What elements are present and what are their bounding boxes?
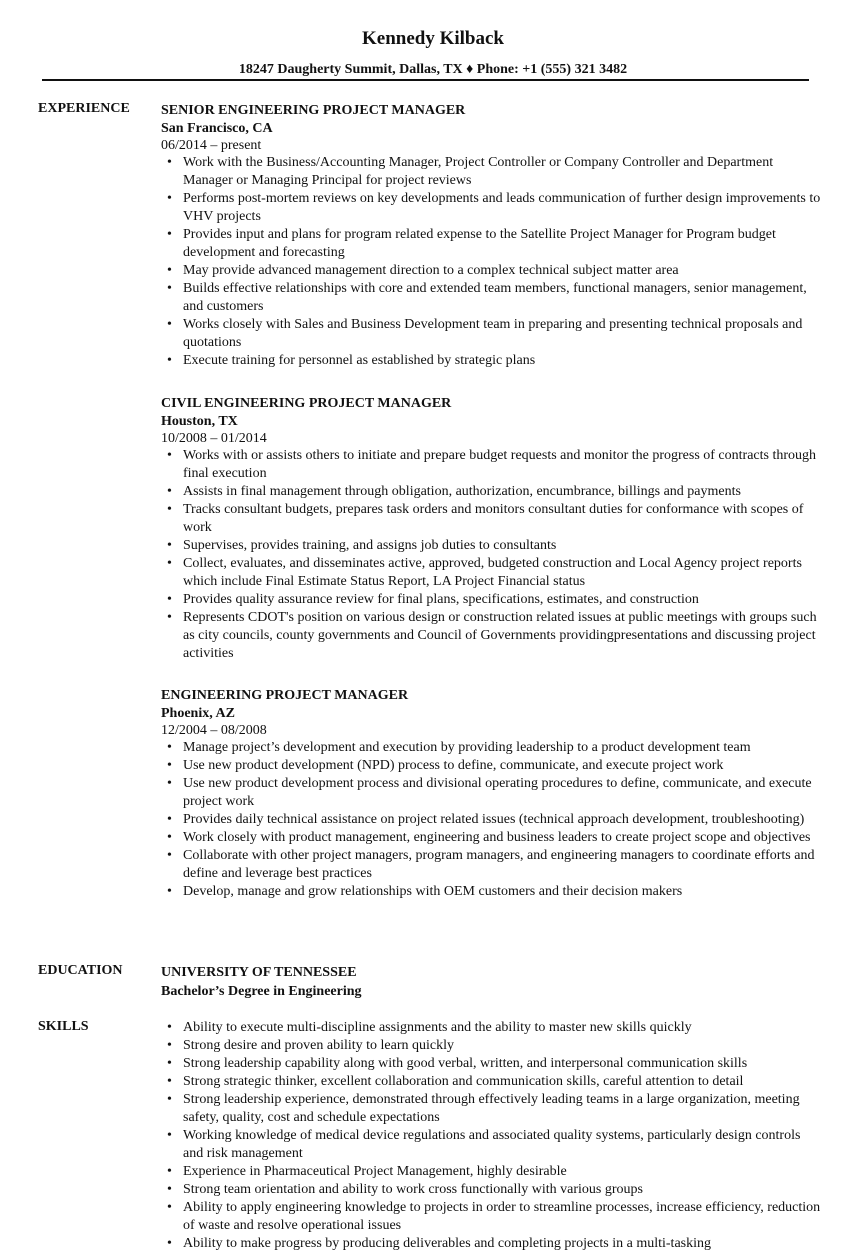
job-entry	[161, 394, 821, 663]
list-item: • Represents CDOT's position on various design or construction related issues at public meetings with groups such as city councils, county governments and Council of Governments providingpresentations and discussing project activities	[167, 610, 817, 661]
list-item: • Provides input and plans for program related expense to the Satellite Project Manager for Program budget development and forecasting	[167, 227, 776, 260]
list-item: • Works closely with Sales and Business Development team in preparing and presenting technical proposals and quotations	[167, 317, 803, 350]
list-item: • Collaborate with other project managers, program managers, and engineering managers to coordinate efforts and define and leverage best practices	[167, 848, 815, 881]
list-item: • Use new product development process and divisional operating procedures to define, communicate, and execute project work	[167, 776, 812, 809]
job-bullets	[161, 447, 821, 663]
list-item: • Provides daily technical assistance on project related issues (technical approach development, troubleshooting)	[167, 812, 805, 827]
list-item: • Work closely with product management, engineering and business leaders to create project scope and objectives	[167, 830, 811, 845]
job-dates: 10/2008 – 01/2014	[161, 431, 267, 446]
list-item: • Experience in Pharmaceutical Project Management, highly desirable	[167, 1164, 567, 1179]
list-item: • Assists in final management through obligation, authorization, encumbrance, billings and payments	[167, 484, 741, 499]
skills-entry	[161, 1019, 821, 1253]
list-item: • Collect, evaluates, and disseminates active, approved, budgeted construction and Local Agency project reports which include Final Estimate Status Report, LA Project Financial status	[167, 556, 802, 589]
job-entry	[161, 686, 821, 901]
job-title: SENIOR ENGINEERING PROJECT MANAGER	[161, 103, 466, 118]
job-title: CIVIL ENGINEERING PROJECT MANAGER	[161, 396, 452, 411]
list-item: • Working knowledge of medical device regulations and associated quality systems, particularly design controls and risk management	[167, 1128, 801, 1161]
school-name: UNIVERSITY OF TENNESSEE	[161, 965, 357, 980]
job-entry	[161, 101, 821, 370]
list-item: • Builds effective relationships with core and extended team members, functional managers, senior management, and customers	[167, 281, 807, 314]
skills-list	[161, 1019, 821, 1253]
list-item: • Supervises, provides training, and assigns job duties to consultants	[167, 538, 557, 553]
header-divider	[42, 79, 809, 81]
list-item: • Strong strategic thinker, excellent collaboration and communication skills, careful attention to detail	[167, 1074, 744, 1089]
list-item: • Develop, manage and grow relationships with OEM customers and their decision makers	[167, 884, 683, 899]
list-item: • Works with or assists others to initiate and prepare budget requests and monitor the progress of contracts through final execution	[167, 448, 817, 481]
list-item: • Strong desire and proven ability to learn quickly	[167, 1038, 454, 1053]
section-label-skills: SKILLS	[38, 1019, 89, 1034]
section-label-education: EDUCATION	[38, 963, 123, 978]
job-bullets	[161, 739, 821, 901]
list-item: • Tracks consultant budgets, prepares task orders and monitors consultant duties for conformance with scopes of work	[167, 502, 804, 535]
list-item: • Execute training for personnel as established by strategic plans	[167, 353, 536, 368]
list-item: • Ability to execute multi-discipline assignments and the ability to master new skills quickly	[167, 1020, 692, 1035]
job-bullets	[161, 154, 821, 370]
job-location: Phoenix, AZ	[161, 706, 235, 721]
list-item: • Strong leadership experience, demonstrated through effectively leading teams in a large organization, meeting safety, quality, cost and schedule expectations	[167, 1092, 800, 1125]
list-item: • Performs post-mortem reviews on key developments and leads communication of further design improvements to VHV projects	[167, 191, 821, 224]
list-item: • Manage project’s development and execution by providing leadership to a product development team	[167, 740, 751, 755]
job-location: San Francisco, CA	[161, 121, 273, 136]
job-title: ENGINEERING PROJECT MANAGER	[161, 688, 409, 703]
list-item: • Strong team orientation and ability to work cross functionally with various groups	[167, 1182, 643, 1197]
list-item: • May provide advanced management direction to a complex technical subject matter area	[167, 263, 679, 278]
contact-line: 18247 Daugherty Summit, Dallas, TX ♦ Phone: +1 (555) 321 3482	[238, 62, 628, 77]
job-location: Houston, TX	[161, 414, 238, 429]
section-label-experience: EXPERIENCE	[38, 101, 130, 116]
candidate-name: Kennedy Kilback	[362, 28, 504, 49]
list-item: • Ability to make progress by producing deliverables and completing projects in a multi-tasking	[167, 1236, 711, 1251]
list-item: • Provides quality assurance review for final plans, specifications, estimates, and construction	[167, 592, 699, 607]
job-dates: 06/2014 – present	[161, 138, 262, 153]
degree: Bachelor’s Degree in Engineering	[161, 984, 362, 999]
job-dates: 12/2004 – 08/2008	[161, 723, 267, 738]
education-entry	[161, 963, 821, 1001]
list-item: • Strong leadership capability along with good verbal, written, and interpersonal communication skills	[167, 1056, 748, 1071]
list-item: • Use new product development (NPD) process to define, communicate, and execute project work	[167, 758, 724, 773]
list-item: • Ability to apply engineering knowledge to projects in order to streamline processes, increase efficiency, reduction of waste and resolve operational issues	[167, 1200, 821, 1233]
list-item: • Work with the Business/Accounting Manager, Project Controller or Company Controller and Department Manager or Managing Principal for project reviews	[167, 155, 774, 188]
